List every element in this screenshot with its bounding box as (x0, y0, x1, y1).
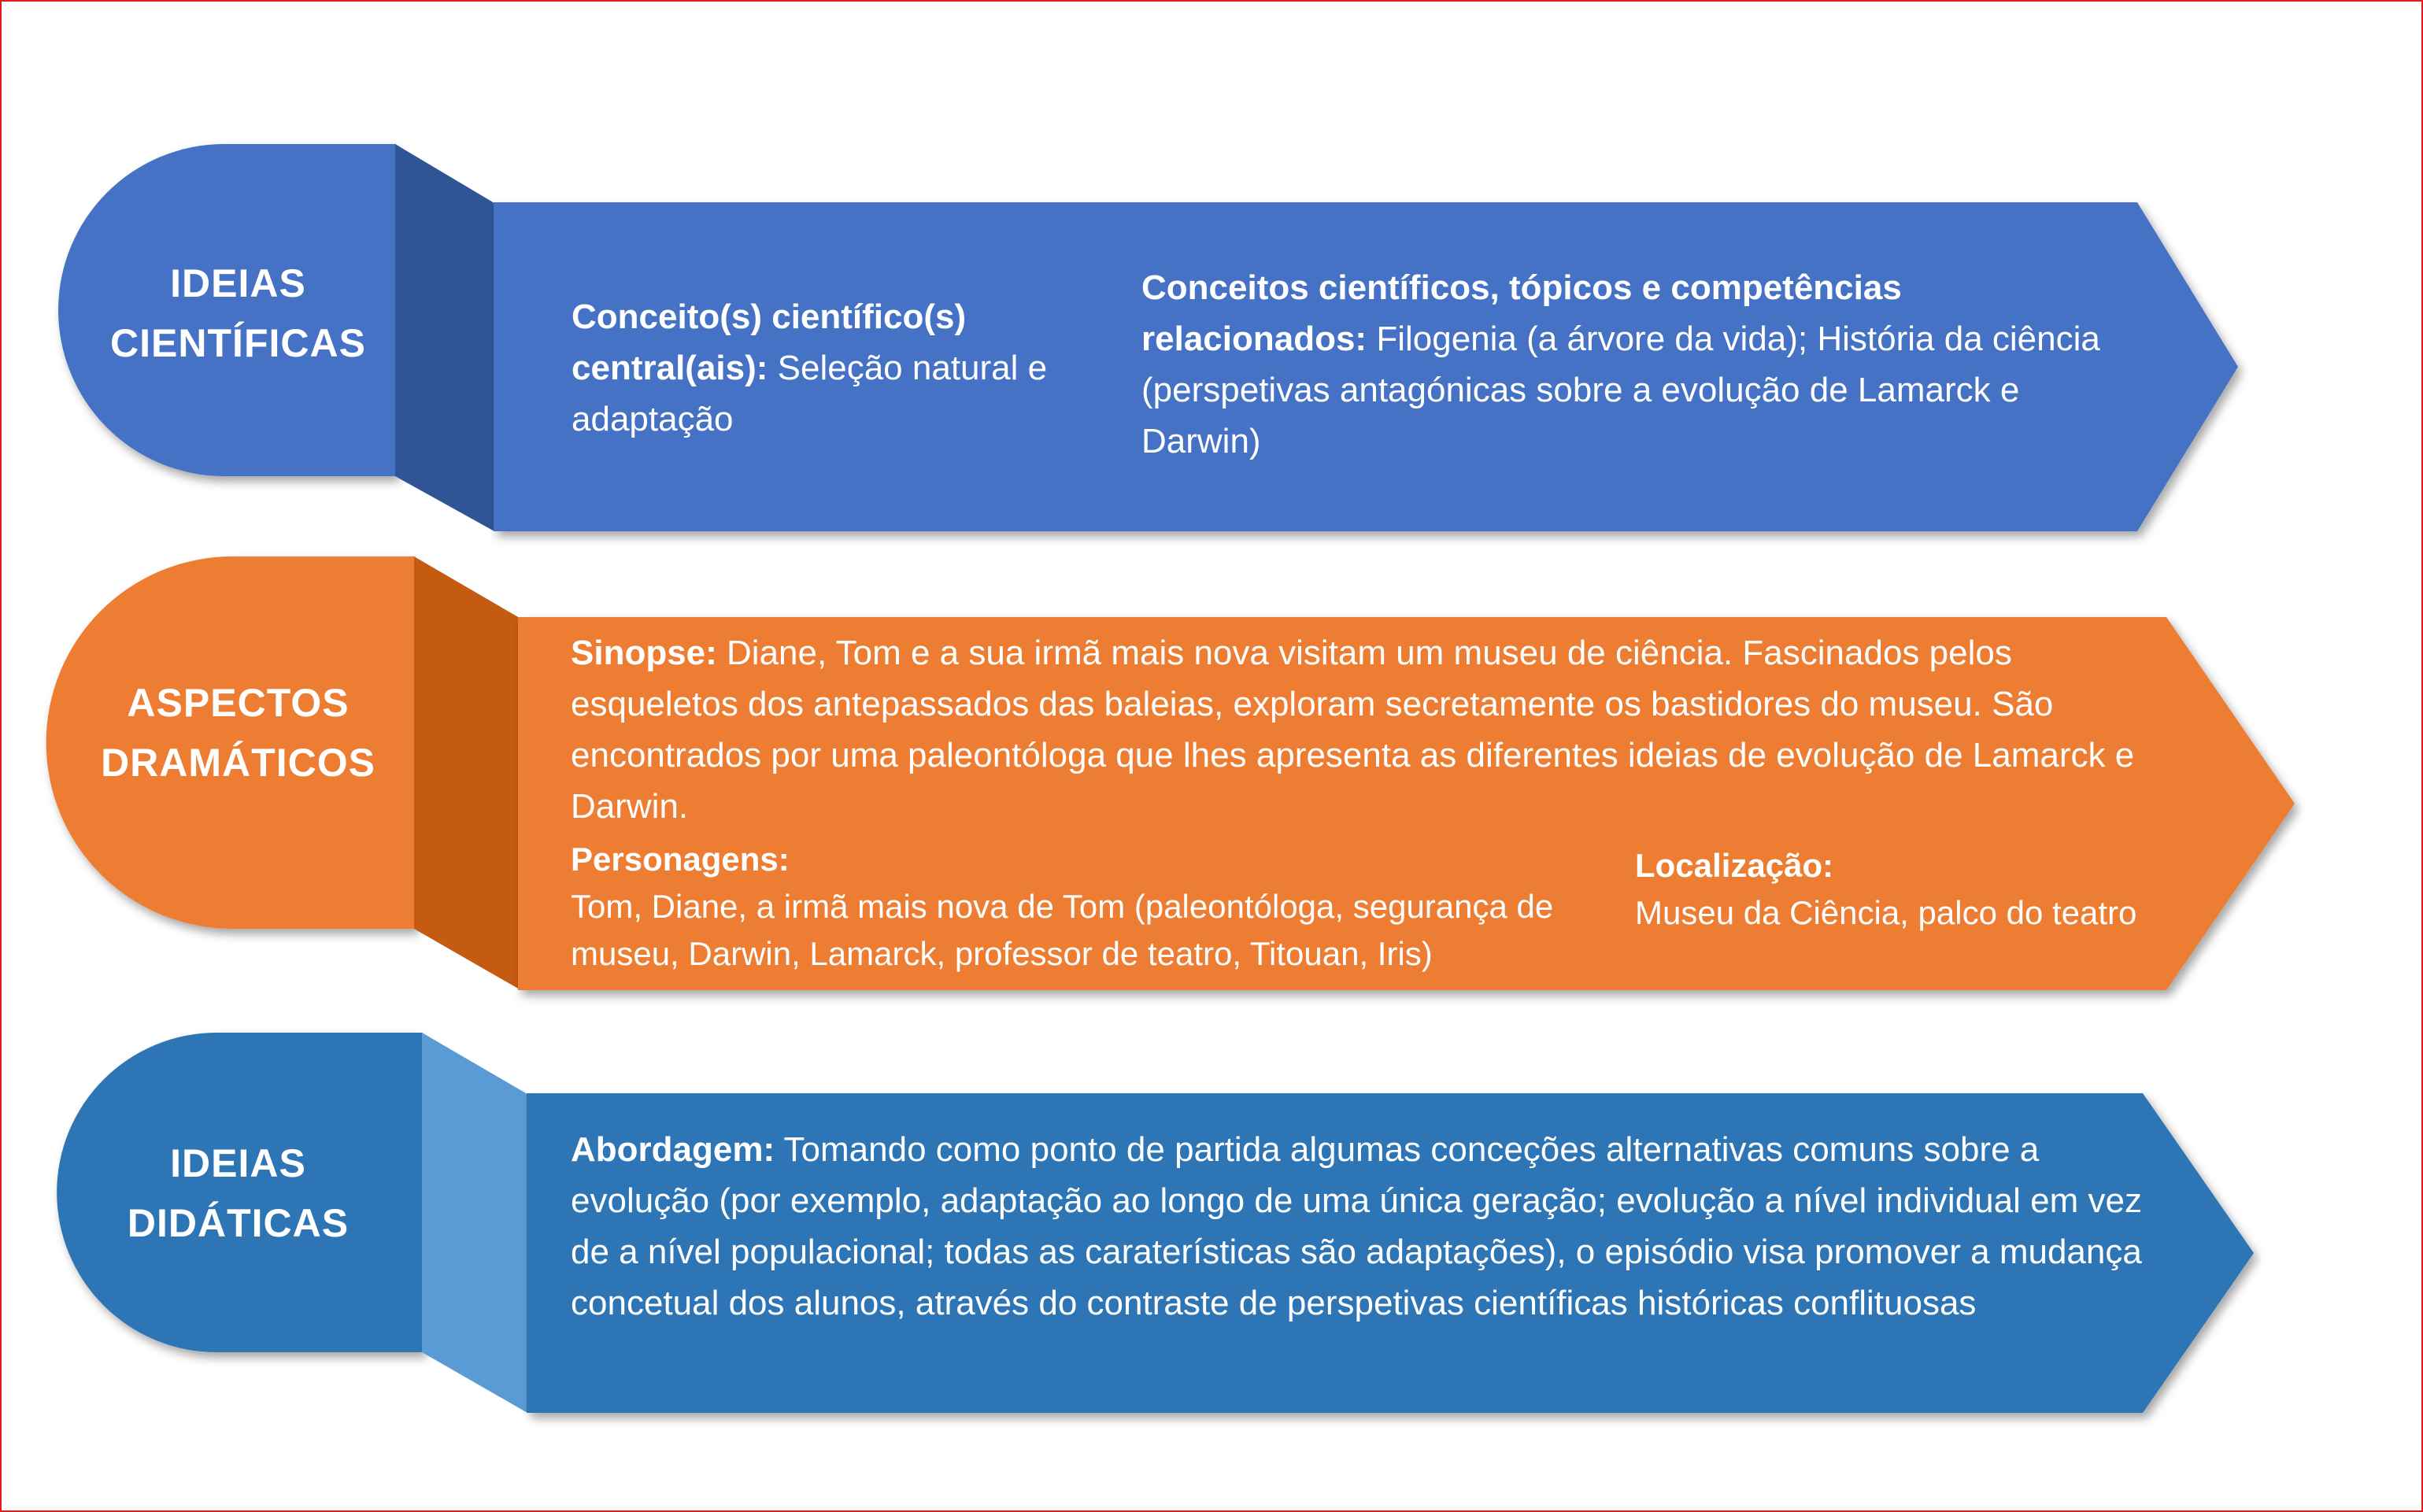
dramatic-aspects-title-line2: DRAMÁTICOS (101, 741, 375, 785)
approach-label: Abordagem: (571, 1130, 775, 1169)
approach-value: Tomando como ponto de partida algumas conceções alternativas comuns sobre a evolução (por exemplo, adaptação ao longo de uma única geração; evolução a nível individual em vez de a nível populacional; todas as caraterísticas são adaptações), o episódio visa promover a mudança concetual dos alunos, através do contraste de perspetivas científicas históricas conflituosas (571, 1130, 2142, 1322)
location-block (1635, 842, 2186, 937)
synopsis-value: Diane, Tom e a sua irmã mais nova visitam um museu de ciência. Fascinados pelos esqueletos dos antepassados das baleias, exploram secretamente os bastidores do museu. São encontrados por uma paleontóloga que lhes apresenta as diferentes ideias de evolução de Lamarck e Darwin. (571, 634, 2135, 826)
scientific-ideas-title-line1: IDEIAS (170, 261, 306, 305)
central-concepts-label: Conceito(s) científico(s) central(ais): (572, 298, 967, 387)
central-concepts-text (572, 291, 1083, 445)
dramatic-aspects-title (59, 673, 417, 793)
location-label: Localização: (1635, 847, 1834, 884)
related-concepts-value: Filogenia (a árvore da vida); História da ciência (perspetivas antagónicas sobre a evolução de Lamarck e Darwin) (1141, 320, 2100, 460)
didactic-ideas-title (59, 1133, 417, 1253)
characters-block (571, 836, 1594, 978)
characters-value: Tom, Diane, a irmã mais nova de Tom (paleontóloga, segurança de museu, Darwin, Lamarck, professor de teatro, Titouan, Iris) (571, 888, 1554, 972)
related-concepts-text (1141, 262, 2110, 467)
approach-text (571, 1124, 2153, 1329)
related-concepts-label: Conceitos científicos, tópicos e competências relacionados: (1141, 268, 1902, 358)
characters-label: Personagens: (571, 841, 790, 878)
synopsis-label: Sinopse: (571, 634, 717, 672)
location-value: Museu da Ciência, palco do teatro (1635, 894, 2137, 931)
central-concepts-value: Seleção natural e adaptação (572, 349, 1048, 438)
dramatic-aspects-connector (414, 556, 520, 989)
didactic-ideas-title-line1: IDEIAS (170, 1141, 306, 1185)
scientific-ideas-title (59, 253, 417, 373)
didactic-ideas-title-line2: DIDÁTICAS (127, 1201, 350, 1245)
synopsis-text (571, 627, 2177, 832)
dramatic-aspects-title-line1: ASPECTOS (127, 681, 350, 725)
scientific-ideas-title-line2: CIENTÍFICAS (110, 321, 366, 365)
didactic-ideas-connector (422, 1033, 527, 1413)
